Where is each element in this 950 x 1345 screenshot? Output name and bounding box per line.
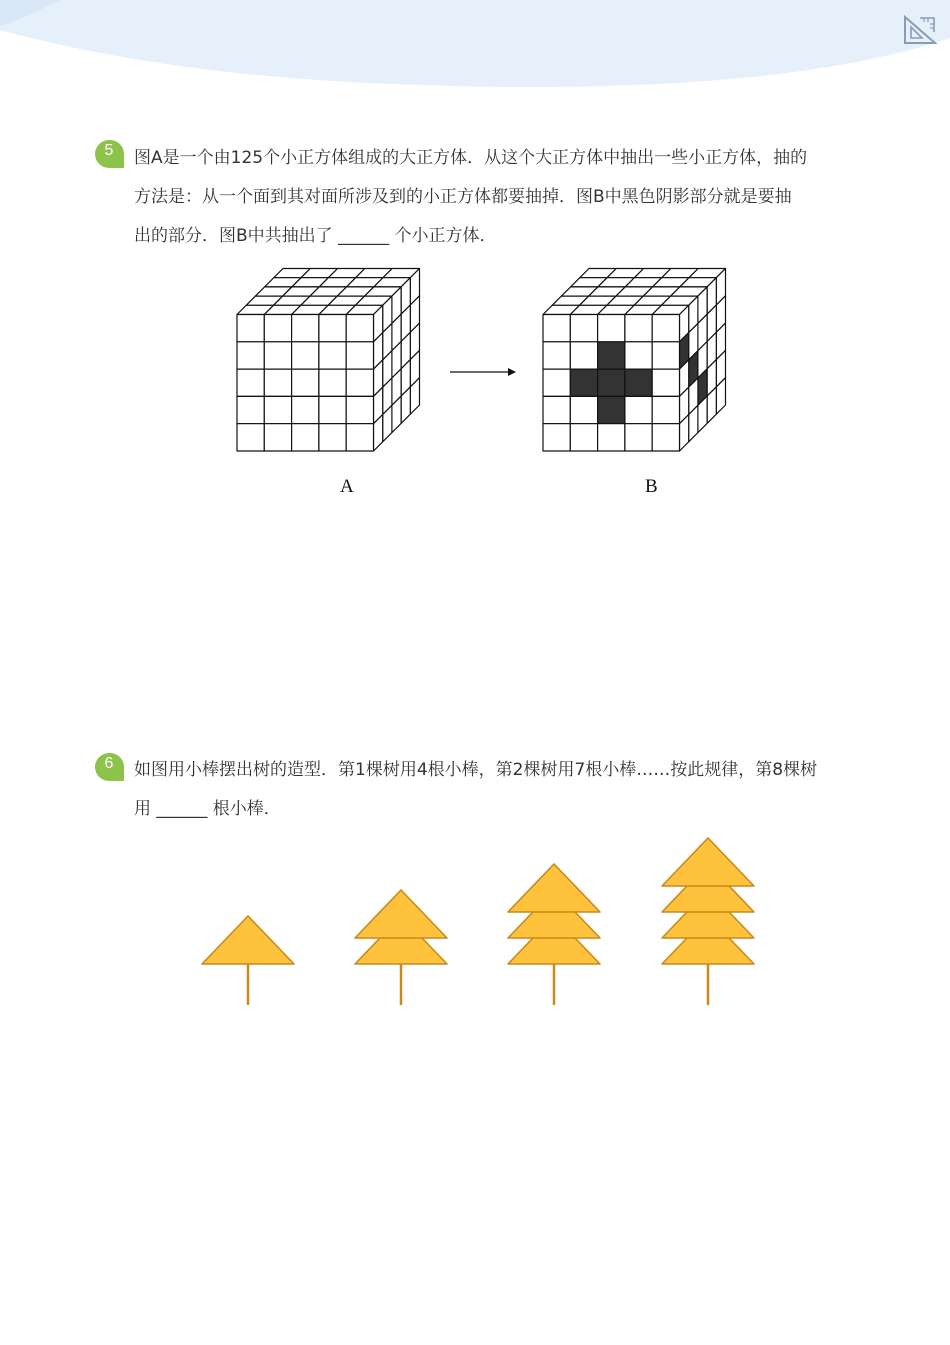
cube-front-cell-shaded (570, 369, 597, 396)
cube-front-cell (292, 424, 319, 451)
cube-front-cell (264, 342, 291, 369)
cube-front-cell (652, 315, 679, 342)
cube-front-cell (598, 424, 625, 451)
cube-front-cell (237, 369, 264, 396)
cube-front-cell (625, 315, 652, 342)
question-line: 图A是一个由125个小正方体组成的大正方体．从这个大正方体中抽出一些小正方体，抽的 (134, 148, 808, 168)
cube-front-cell (319, 315, 346, 342)
cube-front-cell (264, 424, 291, 451)
header-banner (0, 0, 950, 90)
cube-front-cell (543, 424, 570, 451)
tree (202, 916, 294, 1005)
question-text (134, 139, 849, 256)
cube-front-cell (292, 369, 319, 396)
triangle-ruler-icon (902, 14, 938, 46)
question-number-badge (94, 139, 126, 171)
cube-front-cell (264, 315, 291, 342)
question-line: 出的部分．图B中共抽出了 ______ 个小正方体． (134, 226, 497, 246)
cube-front-cell (346, 369, 373, 396)
figure-label-b: B (645, 476, 658, 497)
cube-front-cell (652, 396, 679, 423)
cube-front-cell-shaded (625, 369, 652, 396)
cube-front-cell (570, 315, 597, 342)
cube-front-cell (346, 396, 373, 423)
cube-front-cell (319, 369, 346, 396)
cube-front-cell (625, 396, 652, 423)
tree-figures (190, 835, 770, 1015)
cube-front-cell (652, 424, 679, 451)
question-number: 6 (104, 755, 114, 772)
cube-front-cell (237, 342, 264, 369)
cube-front-cell (237, 315, 264, 342)
tree-tier (508, 864, 600, 912)
question-text (134, 751, 849, 829)
cube-front-cell (237, 396, 264, 423)
cube-front-cell-shaded (598, 396, 625, 423)
cube-front-cell (652, 342, 679, 369)
cube-front-cell (652, 369, 679, 396)
cube-front-cell (570, 342, 597, 369)
cube-front-cell (319, 396, 346, 423)
tree (508, 864, 600, 1005)
tree-tier (355, 890, 447, 938)
arrow-icon (448, 364, 520, 380)
cube-front-cell-shaded (598, 342, 625, 369)
cube-front-cell (346, 315, 373, 342)
cube-front-cell (570, 424, 597, 451)
cube-front-cell (598, 315, 625, 342)
cube-front-cell (292, 315, 319, 342)
cube-front-cell (625, 424, 652, 451)
cube-front-cell (319, 424, 346, 451)
cube-front-cell-shaded (598, 369, 625, 396)
question-line: 如图用小棒摆出树的造型．第1棵树用4根小棒，第2棵树用7根小棒……按此规律，第8棵树 (134, 760, 818, 780)
tree-tier (662, 838, 754, 886)
cube-front-cell (237, 424, 264, 451)
tree (355, 890, 447, 1005)
question-line: 方法是：从一个面到其对面所涉及到的小正方体都要抽掉．图B中黑色阴影部分就是要抽 (134, 187, 792, 207)
cube-front-cell (543, 315, 570, 342)
question-number-badge (94, 752, 126, 784)
cube-front-cell (346, 342, 373, 369)
cube-front-cell (264, 369, 291, 396)
cube-figure-a (230, 260, 430, 460)
cube-front-cell (543, 369, 570, 396)
cube-front-cell (625, 342, 652, 369)
cube-front-cell (543, 396, 570, 423)
cube-front-cell (319, 342, 346, 369)
cube-front-cell (570, 396, 597, 423)
cube-front-cell (543, 342, 570, 369)
tree (662, 838, 754, 1005)
question-line: 用 ______ 根小棒． (134, 799, 281, 819)
cube-front-cell (292, 396, 319, 423)
cube-figure-b (536, 260, 736, 460)
tree-tier (202, 916, 294, 964)
figure-label-a: A (340, 476, 354, 497)
question-number: 5 (104, 142, 114, 159)
cube-front-cell (264, 396, 291, 423)
cube-front-cell (292, 342, 319, 369)
cube-front-cell (346, 424, 373, 451)
